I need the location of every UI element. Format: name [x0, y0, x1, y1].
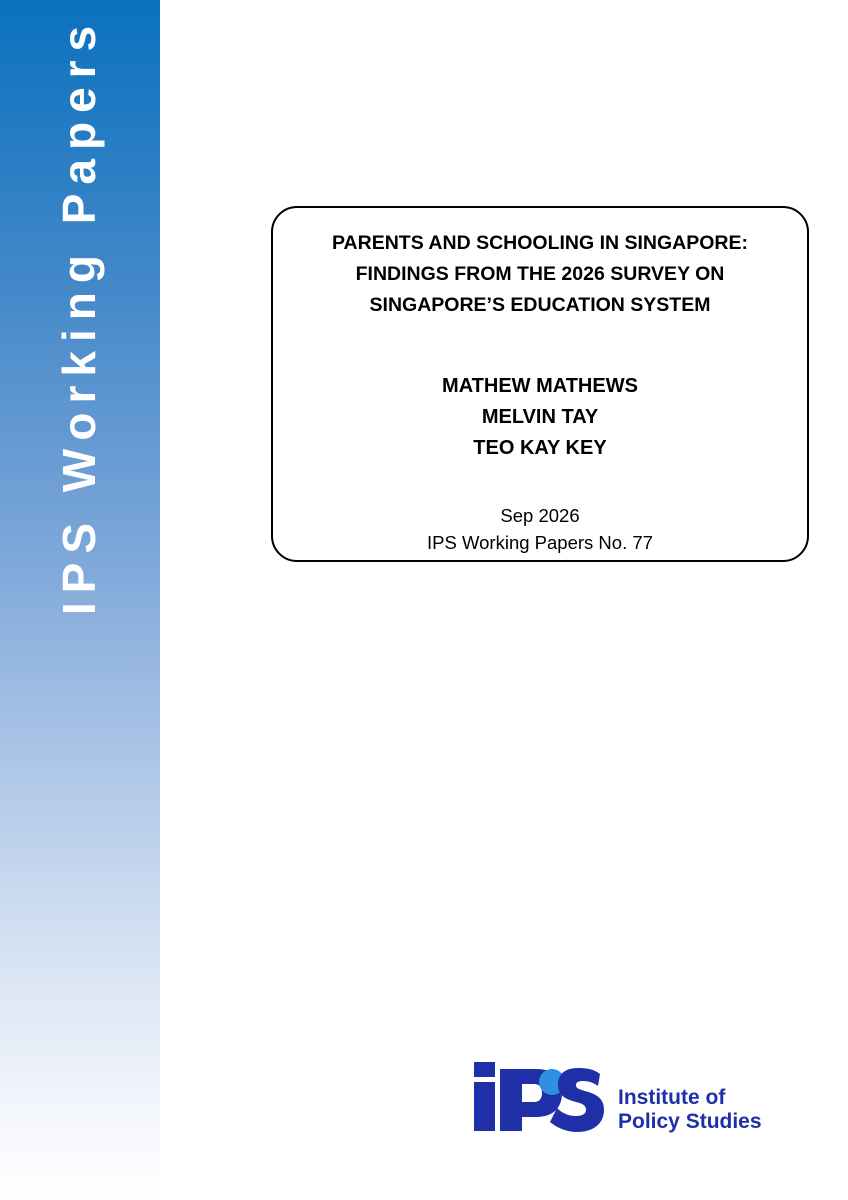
ips-logo [472, 1060, 792, 1140]
publication-info [273, 502, 807, 556]
paper-title [273, 228, 807, 321]
publication-date: Sep 2026 [500, 505, 580, 526]
logo-name-line: Institute of [618, 1086, 726, 1109]
logo-name-line: Policy Studies [618, 1110, 762, 1133]
paper-title-line: PARENTS AND SCHOOLING IN SINGAPORE: [331, 232, 749, 254]
sidebar-gradient-band [0, 0, 160, 1200]
author-list [273, 371, 807, 464]
author-name: MATHEW MATHEWS [442, 375, 638, 397]
paper-title-line: FINDINGS FROM THE 2026 SURVEY ON [355, 263, 725, 285]
ips-logo-mark [472, 1060, 606, 1140]
title-box [271, 206, 809, 562]
author-name: MELVIN TAY [481, 406, 599, 428]
ips-logo-text [618, 1086, 762, 1134]
series-title: IPS Working Papers [53, 16, 105, 616]
series-number: IPS Working Papers No. 77 [427, 532, 653, 553]
author-name: TEO KAY KEY [473, 437, 607, 459]
paper-title-line: SINGAPORE’S EDUCATION SYSTEM [369, 294, 711, 316]
